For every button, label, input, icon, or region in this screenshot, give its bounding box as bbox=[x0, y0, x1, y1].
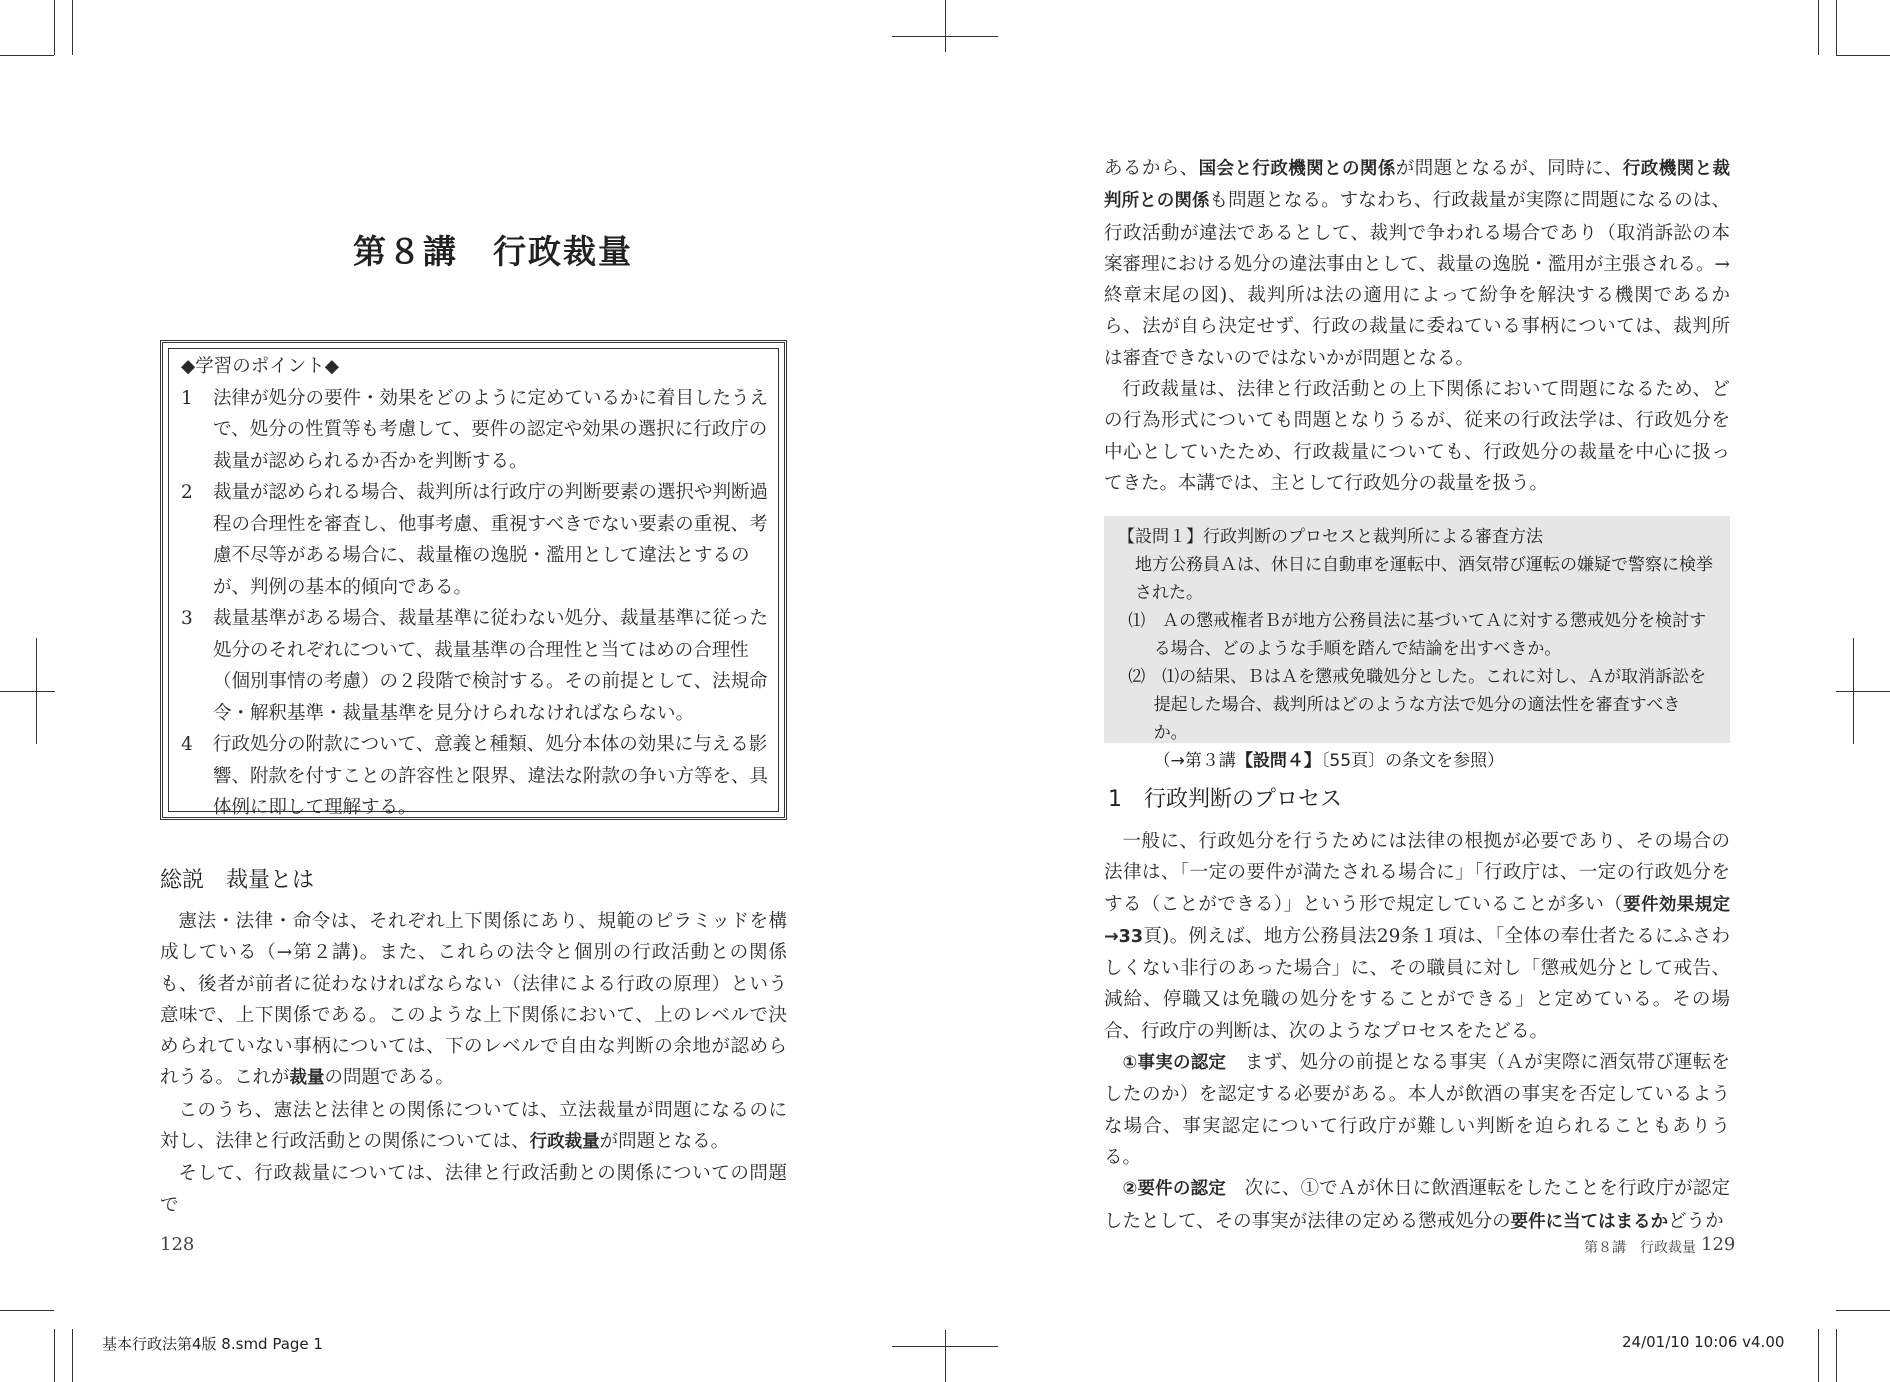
bold-term: 裁量 bbox=[289, 1068, 325, 1089]
bold-term: 国会と行政機関との関係 bbox=[1198, 159, 1396, 179]
point-text: 裁量基準がある場合、裁量基準に従わない処分、裁量基準に従った処分のそれぞれについて、裁量基準の合理性と当てはめの合理性（個別事情の考慮）の２段階で検討する。その前提として、法規命令・解釈基準・裁量基準を見分けられなければならない。 bbox=[213, 608, 769, 724]
body-text-right-bottom bbox=[1104, 826, 1730, 1238]
point-number: 4 bbox=[181, 734, 193, 755]
paragraph: そして、行政裁量については、法律と行政活動との関係についての問題で bbox=[160, 1163, 787, 1216]
learning-point-item bbox=[181, 383, 774, 478]
question-note: （→第３講【設問４】〔55頁〕の条文を参照） bbox=[1153, 751, 1505, 771]
paragraph: ①事実の認定 まず、処分の前提となる事実（Ａが実際に酒気帯び運転をしたのか）を認定する必要がある。本人が飲酒の事実を否定しているような場合、事実認定について行政庁が難しい判断を迫られることもありうる。 bbox=[1104, 1052, 1730, 1168]
point-number: 2 bbox=[181, 482, 193, 503]
bold-term: 要件効果規定→33 bbox=[1104, 894, 1730, 947]
point-text: 法律が処分の要件・効果をどのように定めているかに着目したうえで、処分の性質等も考慮して、要件の認定や効果の選択に行政庁の裁量が認められるか否かを判断する。 bbox=[213, 387, 769, 472]
section-heading: 1 行政判断のプロセス bbox=[1108, 787, 1342, 812]
slug-right: 24/01/10 10:06 v4.00 bbox=[1622, 1333, 1785, 1351]
slug-left: 基本行政法第4版 8.smd Page 1 bbox=[102, 1335, 323, 1353]
learning-point-item bbox=[181, 603, 774, 729]
question-item: ⑵ ⑴の結果、ＢはＡを懲戒免職処分とした。これに対し、Ａが取消訴訟を提起した場合、裁判所はどのような方法で処分の適法性を審査すべきか。 bbox=[1128, 667, 1707, 743]
bold-term: ②要件の認定 bbox=[1122, 1179, 1226, 1200]
bold-term: 要件に当てはまるか bbox=[1510, 1211, 1669, 1232]
bold-term: 行政機関と裁判所との関係 bbox=[1104, 159, 1730, 212]
body-text-left bbox=[160, 906, 787, 1221]
paragraph: 憲法・法律・命令は、それぞれ上下関係にあり、規範のピラミッドを構成している（→第２講)。また、これらの法令と個別の行政活動との関係も、後者が前者に従わなければならない（法律による行政の原理）という意味で、上下関係である。このような上下関係において、上のレベルで決められていない事柄については、下のレベルで自由な判断の余地が認められうる。これが裁量の問題である。 bbox=[160, 911, 787, 1089]
question-item: ⑴ Ａの懲戒権者Ｂが地方公務員法に基づいてＡに対する懲戒処分を検討する場合、どのような手順を踏んで結論を出すべきか。 bbox=[1128, 611, 1707, 659]
point-text: 行政処分の附款について、意義と種類、処分本体の効果に与える影響、附款を付すことの許容性と限界、違法な附款の争い方等を、具体例に即して理解する。 bbox=[213, 734, 769, 818]
question-title: 【設問１】行政判断のプロセスと裁判所による審査方法 bbox=[1118, 527, 1543, 547]
paragraph: 行政裁量は、法律と行政活動との上下関係において問題になるため、どの行為形式についても問題となりうるが、従来の行政法学は、行政処分を中心としていたため、行政裁量についても、行政処分の裁量を中心に扱ってきた。本講では、主として行政処分の裁量を扱う。 bbox=[1104, 379, 1730, 494]
question-box bbox=[1104, 516, 1730, 771]
page-number: 128 bbox=[160, 1234, 195, 1255]
learning-point-item bbox=[181, 477, 774, 603]
bold-term: 行政裁量 bbox=[529, 1132, 600, 1153]
paragraph: 一般に、行政処分を行うためには法律の根拠が必要であり、その場合の法律は、「一定の要件が満たされる場合に」「行政庁は、一定の行政処分をする（ことができる）」という形で規定していることが多い（要件効果規定→33頁)。例えば、地方公務員法29条１項は、「全体の奉仕者たるにふさわしくない非行のあった場合」に、その職員に対し「懲戒処分として戒告、減給、停職又は免職の処分をすることができる」と定めている。その場合、行政庁の判断は、次のようなプロセスをたどる。 bbox=[1104, 831, 1730, 1042]
chapter-title: 第８講 行政裁量 bbox=[353, 232, 633, 271]
body-text-right-top bbox=[1104, 153, 1730, 499]
learning-point-item bbox=[181, 729, 774, 824]
paragraph: あるから、国会と行政機関との関係が問題となるが、同時に、行政機関と裁判所との関係も問題となる。すなわち、行政裁量が実際に問題になるのは、行政活動が違法であるとして、裁判で争われる場合であり（取消訴訟の本案審理における処分の違法事由として、裁量の逸脱・濫用が主張される。→終章末尾の図)、裁判所は法の適用によって紛争を解決する機関であるから、法が自ら決定せず、行政の裁量に委ねている事柄については、裁判所は審査できないのではないかが問題となる。 bbox=[1104, 158, 1730, 369]
bold-term: ①事実の認定 bbox=[1122, 1053, 1227, 1074]
paragraph: このうち、憲法と法律との関係については、立法裁量が問題になるのに対し、法律と行政活動との関係については、行政裁量が問題となる。 bbox=[160, 1099, 787, 1153]
learning-points-heading: ◆学習のポイント◆ bbox=[181, 356, 339, 377]
learning-points-box bbox=[160, 340, 787, 820]
section-heading: 総説 裁量とは bbox=[160, 868, 315, 893]
paragraph: ②要件の認定 次に、①でＡが休日に飲酒運転をしたことを行政庁が認定したとして、その事実が法律の定める懲戒処分の要件に当てはまるかどうか bbox=[1104, 1178, 1730, 1232]
point-number: 1 bbox=[181, 387, 193, 409]
question-intro: 地方公務員Ａは、休日に自動車を運転中、酒気帯び運転の嫌疑で警察に検挙された。 bbox=[1135, 555, 1713, 603]
running-footer: 第８講 行政裁量 bbox=[1584, 1240, 1696, 1256]
point-text: 裁量が認められる場合、裁判所は行政庁の判断要素の選択や判断過程の合理性を審査し、他事考慮、重視すべきでない要素の重視、考慮不尽等がある場合に、裁量権の逸脱・濫用として違法とするのが、判例の基本的傾向である。 bbox=[213, 482, 769, 598]
page-number: 129 bbox=[1701, 1234, 1736, 1255]
point-number: 3 bbox=[181, 608, 193, 629]
